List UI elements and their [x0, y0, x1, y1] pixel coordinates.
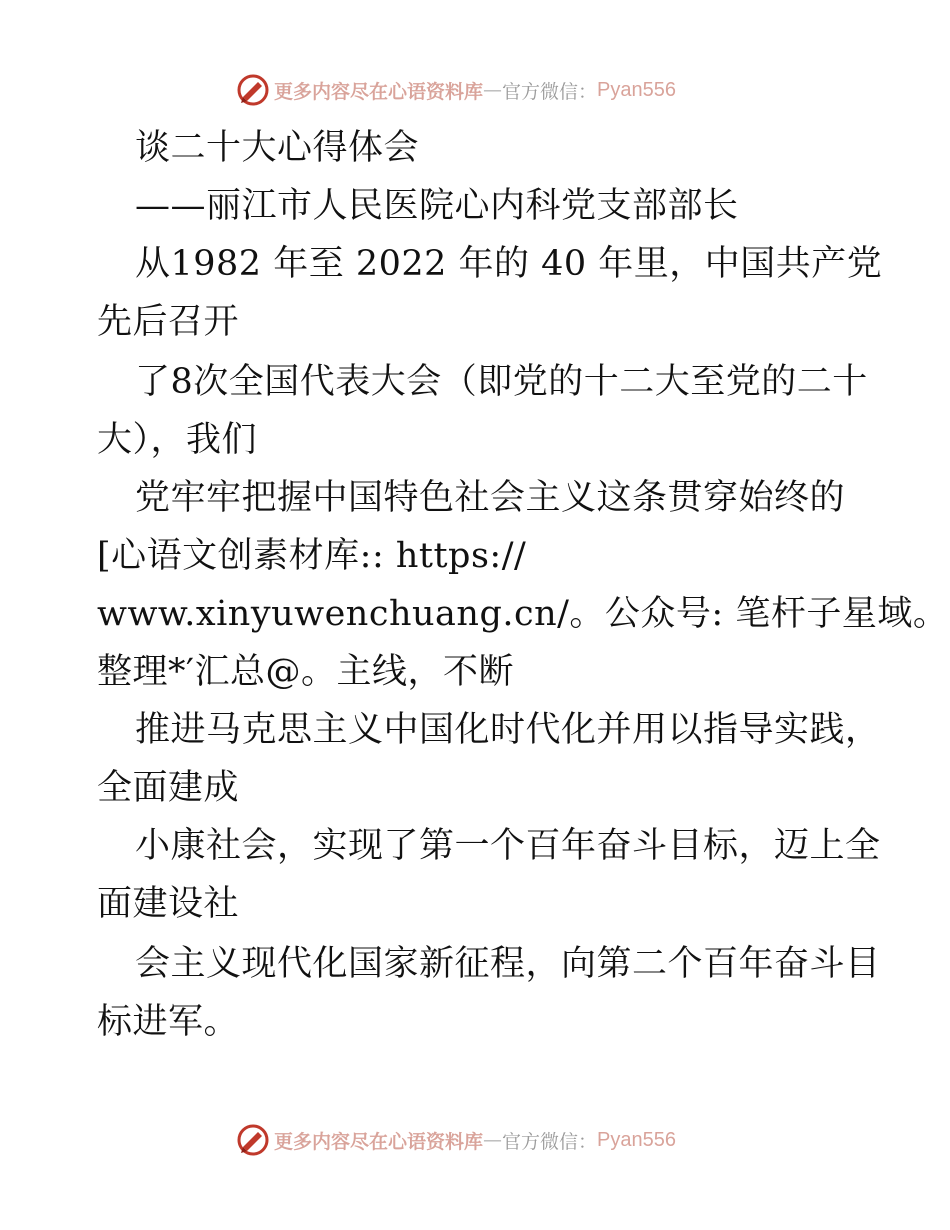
- body-line: 面建设社: [97, 884, 240, 924]
- document-title: 谈二十大心得体会: [135, 128, 420, 168]
- watermark-footer: [236, 1122, 676, 1158]
- watermark-separator: —: [483, 79, 503, 101]
- document-subtitle: ——丽江市人民医院心内科党支部部长: [135, 186, 739, 226]
- body-line: 小康社会，实现了第一个百年奋斗目标，迈上全: [135, 826, 881, 866]
- pen-logo-icon: [236, 1123, 270, 1157]
- body-line: 从1982 年至 2022 年的 40 年里，中国共产党: [135, 244, 883, 284]
- body-line: 先后召开: [97, 302, 240, 342]
- body-line: 全面建成: [97, 768, 240, 808]
- watermark-text: 更多内容尽在心语资料库: [274, 80, 484, 103]
- body-line: [心语文创素材库:: https://: [97, 536, 527, 576]
- body-line: 大），我们: [97, 420, 258, 460]
- watermark-wechat-label: 官方微信：: [502, 80, 598, 103]
- body-line: 推进马克思主义中国化时代化并用以指导实践，: [135, 710, 881, 750]
- watermark-text: 更多内容尽在心语资料库: [274, 1130, 484, 1153]
- body-line: 会主义现代化国家新征程，向第二个百年奋斗目: [135, 944, 881, 984]
- body-line: www.xinyuwenchuang.cn/。公众号: 笔杆子星域。: [97, 594, 949, 634]
- pen-logo-icon: [236, 73, 270, 107]
- watermark-header: [236, 72, 676, 108]
- watermark-wechat-id: Pyan556: [597, 1128, 676, 1151]
- body-line: 了8次全国代表大会（即党的十二大至党的二十: [135, 362, 868, 402]
- body-line: 党牢牢把握中国特色社会主义这条贯穿始终的: [135, 478, 846, 518]
- body-line: 整理*′汇总@。主线，不断: [97, 652, 514, 692]
- watermark-separator: —: [483, 1129, 503, 1151]
- watermark-wechat-id: Pyan556: [597, 78, 676, 101]
- body-line: 标进军。: [97, 1002, 240, 1042]
- watermark-wechat-label: 官方微信：: [502, 1130, 598, 1153]
